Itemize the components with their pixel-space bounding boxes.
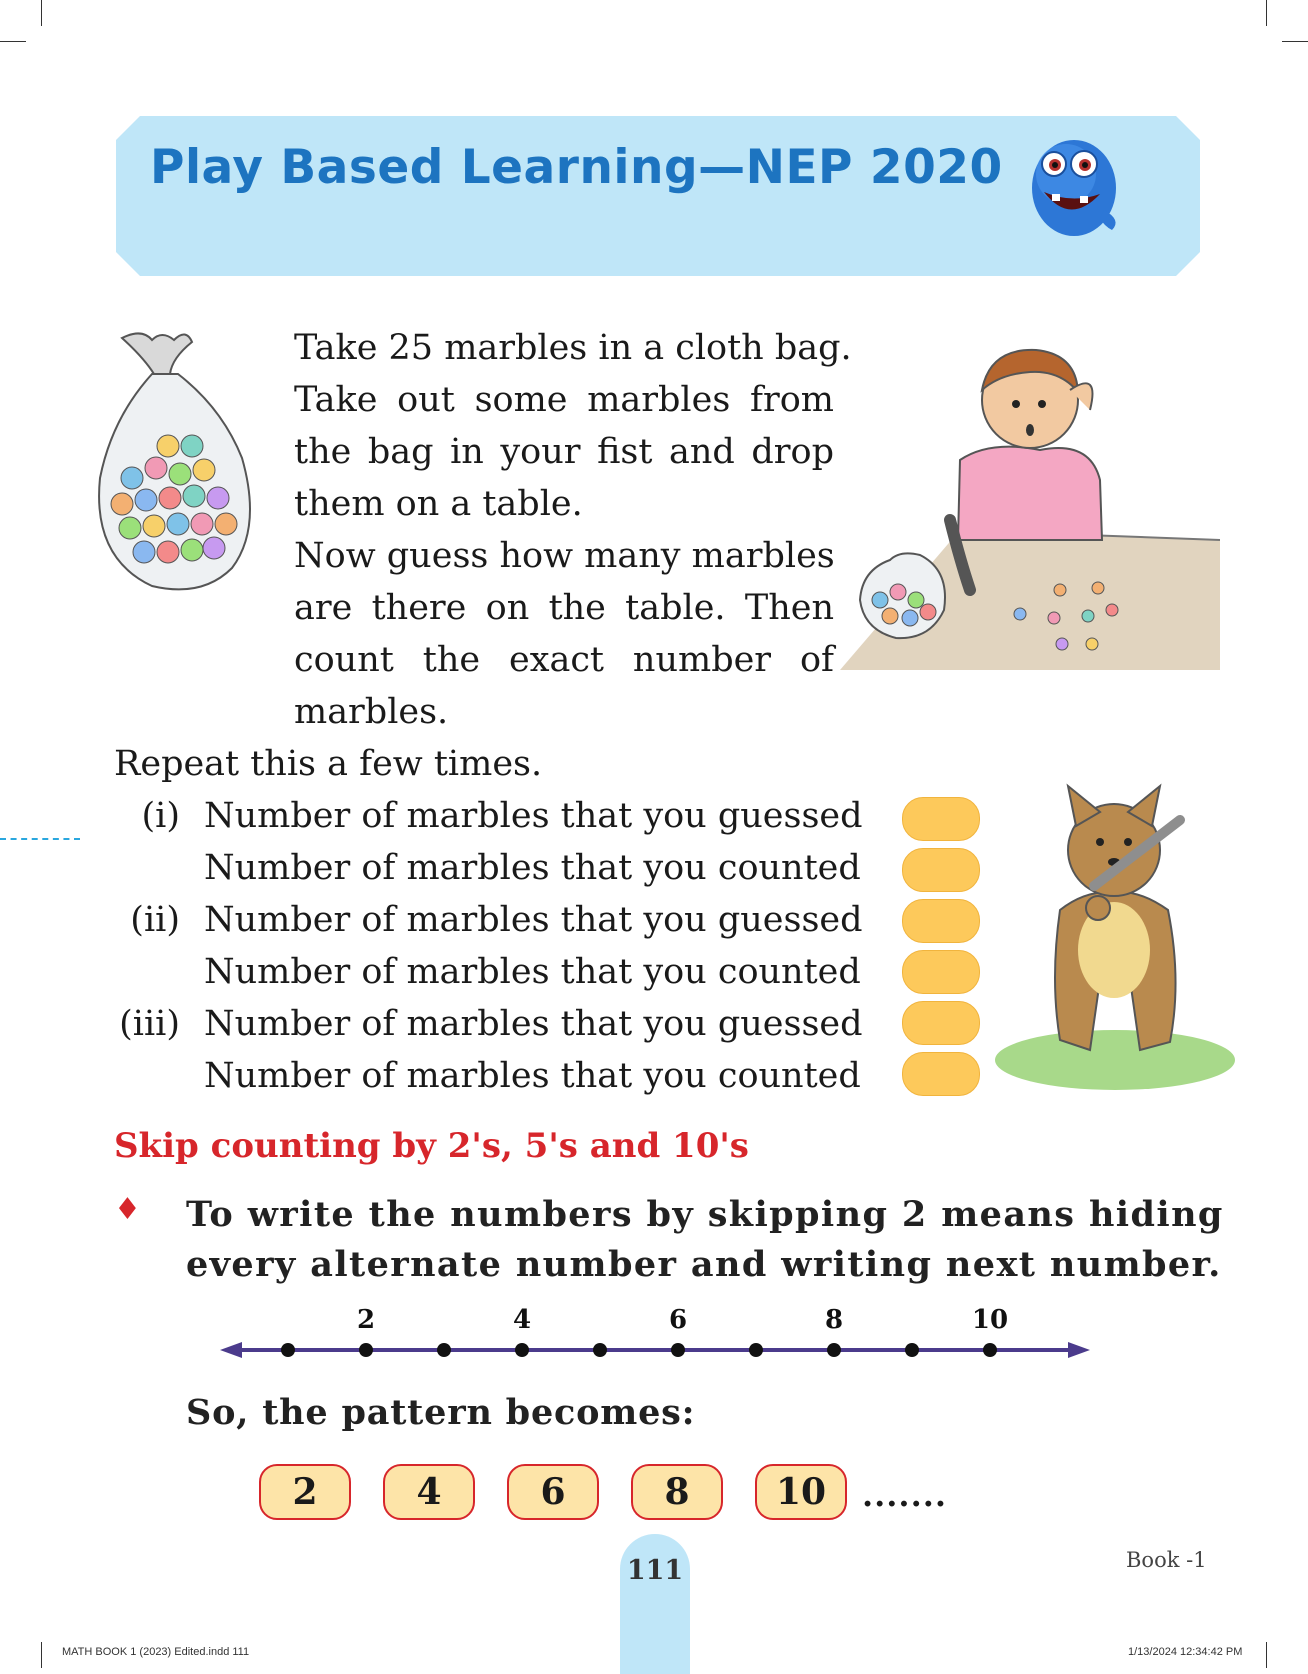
answer-box-guessed[interactable]	[902, 899, 980, 943]
print-slug-filename: MATH BOOK 1 (2023) Edited.indd 111	[62, 1646, 250, 1658]
crop-mark	[1266, 0, 1267, 26]
number-line-label: 2	[356, 1305, 376, 1335]
left-arrow-icon	[220, 1342, 242, 1358]
pattern-intro: So, the pattern becomes:	[186, 1392, 696, 1433]
number-line-point	[749, 1343, 763, 1357]
answer-box-guessed[interactable]	[902, 1001, 980, 1045]
boy-with-marbles-illustration	[840, 330, 1220, 670]
explanation-line: every alternate number and writing next number.	[186, 1244, 1222, 1285]
number-line-label: 8	[824, 1305, 844, 1335]
row-text: Number of marbles that you counted	[204, 1056, 861, 1096]
answer-box-counted[interactable]	[902, 1052, 980, 1096]
activity-instructions	[294, 322, 852, 738]
number-line-point	[437, 1343, 451, 1357]
number-line-label: 4	[512, 1305, 532, 1335]
blue-monster-mascot-icon	[1026, 130, 1122, 240]
row-number: (i)	[141, 796, 180, 836]
pattern-box: 8	[631, 1464, 723, 1520]
explanation-line: To write the numbers by skipping 2 means hiding	[186, 1194, 1224, 1235]
section-heading: Skip counting by 2's, 5's and 10's	[114, 1126, 749, 1166]
book-label: Book -1	[1126, 1548, 1207, 1572]
crop-mark	[0, 41, 26, 42]
number-line-point	[593, 1343, 607, 1357]
number-line-point	[827, 1343, 841, 1357]
instruction-line: the bag in your fist and drop	[294, 432, 834, 472]
instruction-line: them on a table.	[294, 484, 583, 524]
answer-box-counted[interactable]	[902, 848, 980, 892]
row-number: (iii)	[119, 1004, 180, 1044]
pattern-ellipsis: .......	[862, 1476, 947, 1514]
row-text: Number of marbles that you counted	[204, 952, 861, 992]
crop-mark	[1266, 1642, 1267, 1668]
instruction-line: Take 25 marbles in a cloth bag.	[294, 328, 852, 368]
instruction-line: Take out some marbles from	[294, 380, 834, 420]
row-text: Number of marbles that you counted	[204, 848, 861, 888]
marble-bag-illustration	[92, 328, 262, 598]
cat-with-bat-illustration	[990, 780, 1240, 1100]
row-text: Number of marbles that you guessed	[204, 796, 863, 836]
page-title: Play Based Learning—NEP 2020	[150, 140, 1003, 195]
fold-mark	[0, 838, 80, 840]
number-line-point	[905, 1343, 919, 1357]
instruction-line: are there on the table. Then	[294, 588, 834, 628]
pattern-box: 10	[755, 1464, 847, 1520]
number-line-point	[281, 1343, 295, 1357]
answer-box-guessed[interactable]	[902, 797, 980, 841]
row-text: Number of marbles that you guessed	[204, 900, 863, 940]
instruction-line: count the exact number of	[294, 640, 834, 680]
crop-mark	[41, 0, 42, 26]
instruction-line: marbles.	[294, 692, 449, 732]
number-line-point	[983, 1343, 997, 1357]
answer-box-counted[interactable]	[902, 950, 980, 994]
number-line-point	[671, 1343, 685, 1357]
repeat-instruction: Repeat this a few times.	[114, 744, 543, 784]
page-number: 111	[626, 1555, 684, 1586]
crop-mark	[1282, 41, 1308, 42]
number-line-point	[359, 1343, 373, 1357]
crop-mark	[41, 1642, 42, 1668]
row-text: Number of marbles that you guessed	[204, 1004, 863, 1044]
pattern-box: 6	[507, 1464, 599, 1520]
pattern-box: 4	[383, 1464, 475, 1520]
pattern-box: 2	[259, 1464, 351, 1520]
right-arrow-icon	[1068, 1342, 1090, 1358]
row-number: (ii)	[130, 900, 180, 940]
diamond-bullet-icon: ♦	[114, 1192, 141, 1227]
number-line	[220, 1300, 1090, 1380]
skip-explanation	[186, 1190, 1224, 1290]
number-line-point	[515, 1343, 529, 1357]
instruction-line: Now guess how many marbles	[294, 536, 835, 576]
number-line-label: 10	[971, 1305, 1009, 1335]
print-slug-timestamp: 1/13/2024 12:34:42 PM	[1128, 1646, 1243, 1658]
number-line-label: 6	[668, 1305, 688, 1335]
